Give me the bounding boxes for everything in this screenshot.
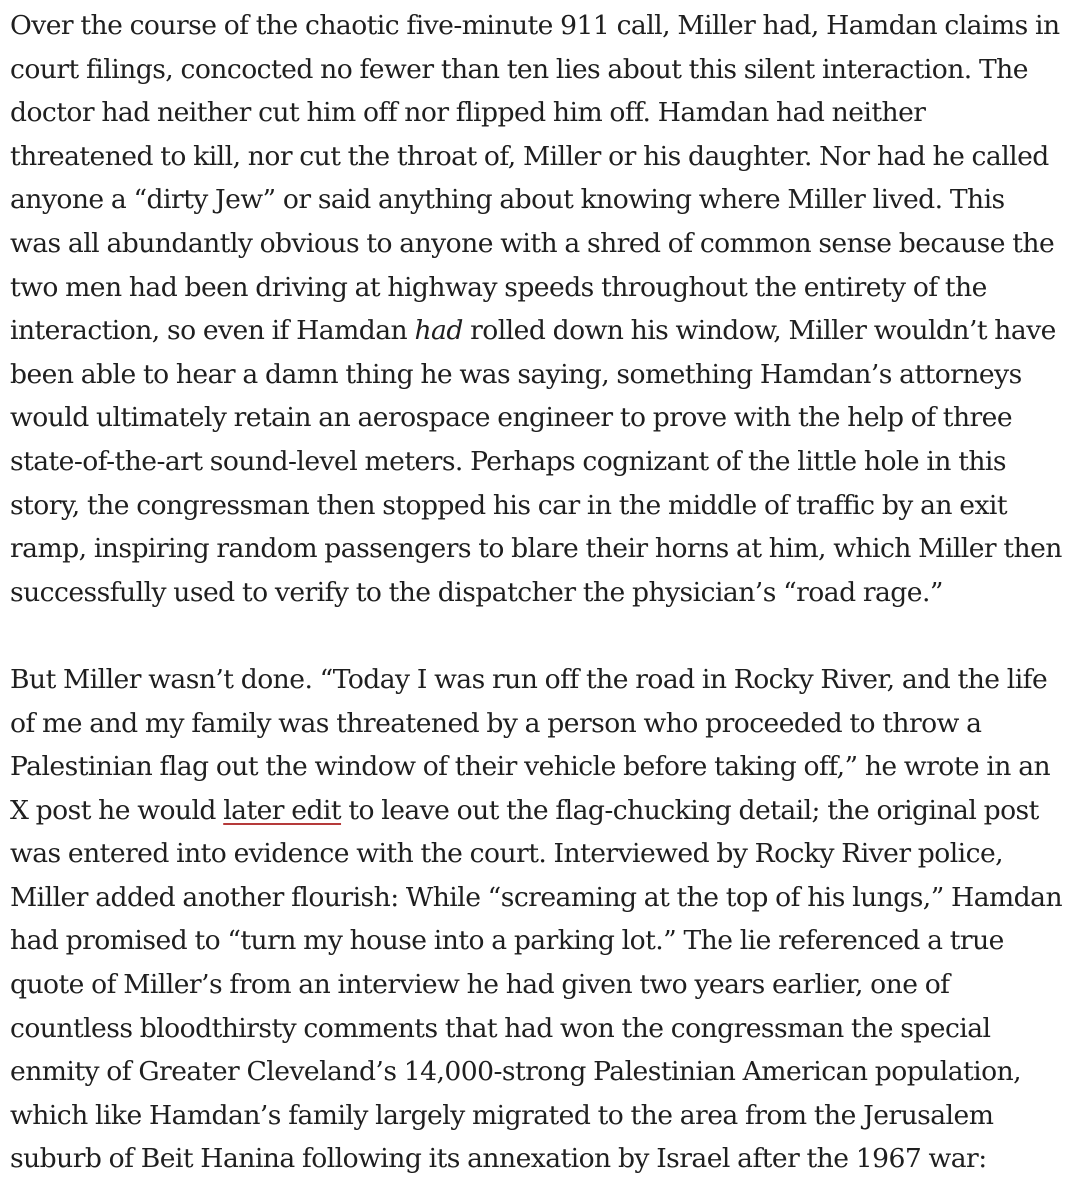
paragraph-line: quote of Miller’s from an interview he had given two years earlier, one of — [10, 969, 950, 1001]
paragraph-line: anyone a “dirty Jew” or said anything about knowing where Miller lived. This — [10, 184, 1005, 216]
line-text: to leave out the flag-chucking detail; the original post — [341, 794, 1039, 826]
paragraph-line: would ultimately retain an aerospace engineer to prove with the help of three — [10, 402, 1013, 434]
paragraph-line: ramp, inspiring random passengers to blare their horns at him, which Miller then — [10, 533, 1062, 565]
paragraph-line: doctor had neither cut him off nor flipped him off. Hamdan had neither — [10, 97, 926, 129]
paragraph-line: state-of-the-art sound-level meters. Perhaps cognizant of the little hole in this — [10, 445, 1006, 477]
line-text: X post he would — [10, 794, 224, 826]
emphasis-had: had — [414, 315, 463, 347]
paragraph-line: suburb of Beit Hanina following its annexation by Israel after the 1967 war: — [10, 1143, 987, 1175]
paragraph-line: threatened to kill, nor cut the throat of, Miller or his daughter. Nor had he called — [10, 140, 1049, 172]
paragraph-line: Palestinian flag out the window of their vehicle before taking off,” he wrote in an — [10, 751, 1051, 783]
paragraph-line: of me and my family was threatened by a person who proceeded to throw a — [10, 707, 982, 739]
paragraph-line: two men had been driving at highway speeds throughout the entirety of the — [10, 271, 987, 303]
article-paragraph-2 — [10, 658, 1082, 1181]
paragraph-line: countless bloodthirsty comments that had won the congressman the special — [10, 1012, 991, 1044]
line-text: rolled down his window, Miller wouldn’t have — [462, 315, 1056, 347]
paragraph-line: which like Hamdan’s family largely migrated to the area from the Jerusalem — [10, 1099, 994, 1131]
paragraph-line: court filings, concocted no fewer than ten lies about this silent interaction. The — [10, 53, 1028, 85]
paragraph-line: story, the congressman then stopped his car in the middle of traffic by an exit — [10, 489, 1007, 521]
line-text: interaction, so even if Hamdan — [10, 315, 415, 347]
later-edit-link[interactable]: later edit — [223, 794, 342, 826]
paragraph-line-with-link — [10, 789, 1082, 833]
paragraph-line: successfully used to verify to the dispatcher the physician’s “road rage.” — [10, 576, 943, 608]
article-paragraph-1 — [10, 4, 1082, 614]
article-body — [10, 4, 1082, 1181]
paragraph-line: Over the course of the chaotic five-minute 911 call, Miller had, Hamdan claims in — [10, 10, 1060, 41]
paragraph-line-with-emphasis — [10, 309, 1082, 353]
paragraph-line: But Miller wasn’t done. “Today I was run off the road in Rocky River, and the life — [10, 663, 1048, 695]
paragraph-line: Miller added another flourish: While “screaming at the top of his lungs,” Hamdan — [10, 881, 1063, 913]
paragraph-line: was all abundantly obvious to anyone with a shred of common sense because the — [10, 227, 1055, 259]
paragraph-line: enmity of Greater Cleveland’s 14,000-strong Palestinian American population, — [10, 1056, 1022, 1088]
paragraph-line: been able to hear a damn thing he was saying, something Hamdan’s attorneys — [10, 358, 1022, 390]
paragraph-line: had promised to “turn my house into a parking lot.” The lie referenced a true — [10, 925, 1004, 957]
paragraph-line: was entered into evidence with the court. Interviewed by Rocky River police, — [10, 838, 1004, 870]
